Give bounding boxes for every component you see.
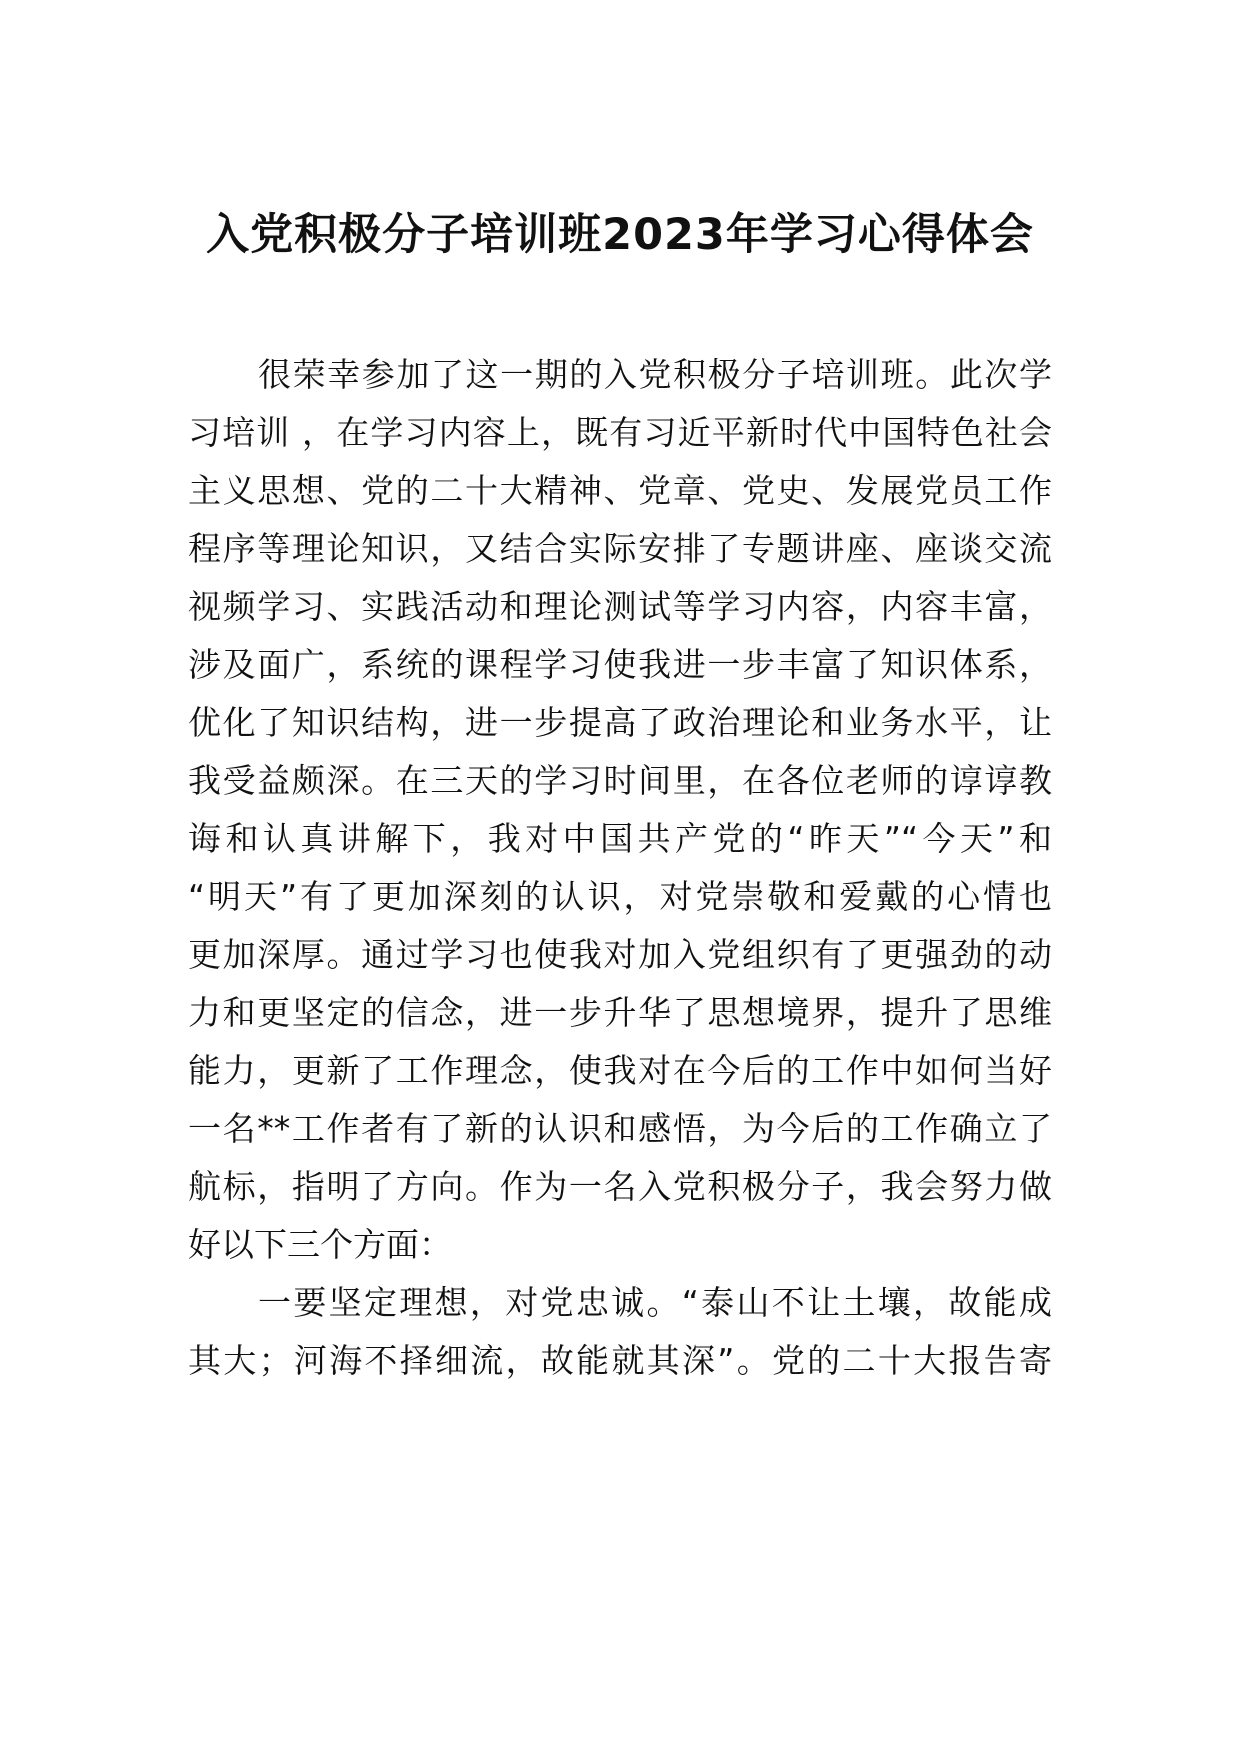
paragraph-line: 力和更坚定的信念，进一步升华了思想境界，提升了思维 <box>188 993 1052 1032</box>
paragraph-line: 更加深厚。通过学习也使我对加入党组织有了更强劲的动 <box>188 935 1052 974</box>
paragraph-line: “明天”有了更加深刻的认识，对党崇敬和爱戴的心情也 <box>188 877 1052 916</box>
paragraph-line: 很荣幸参加了这一期的入党积极分子培训班。此次学 <box>258 355 1052 394</box>
paragraph-line: 程序等理论知识，又结合实际安排了专题讲座、座谈交流 <box>188 529 1052 568</box>
paragraph-line: 我受益颇深。在三天的学习时间里，在各位老师的谆谆教 <box>188 761 1052 800</box>
paragraph-line: 习培训 ，在学习内容上，既有习近平新时代中国特色社会 <box>188 413 1052 452</box>
document-title: 入党积极分子培训班2023年学习心得体会 <box>206 210 1034 260</box>
paragraph-line: 一名**工作者有了新的认识和感悟，为今后的工作确立了 <box>188 1109 1052 1148</box>
paragraph-line: 其大；河海不择细流，故能就其深”。党的二十大报告寄 <box>188 1341 1052 1380</box>
paragraph-line: 优化了知识结构，进一步提高了政治理论和业务水平，让 <box>188 703 1052 742</box>
paragraph-line: 涉及面广，系统的课程学习使我进一步丰富了知识体系， <box>188 645 1052 684</box>
paragraph-line: 一要坚定理想，对党忠诚。“泰山不让土壤，故能成 <box>258 1283 1052 1322</box>
paragraph-line: 能力，更新了工作理念，使我对在今后的工作中如何当好 <box>188 1051 1052 1090</box>
paragraph-line: 视频学习、实践活动和理论测试等学习内容，内容丰富， <box>188 587 1052 626</box>
paragraph-line: 诲和认真讲解下，我对中国共产党的“昨天”“今天”和 <box>188 819 1052 858</box>
paragraph-line: 主义思想、党的二十大精神、党章、党史、发展党员工作 <box>188 471 1052 510</box>
paragraph-line-last: 好以下三个方面： <box>188 1225 452 1264</box>
paragraph-line: 航标，指明了方向。作为一名入党积极分子，我会努力做 <box>188 1167 1052 1206</box>
